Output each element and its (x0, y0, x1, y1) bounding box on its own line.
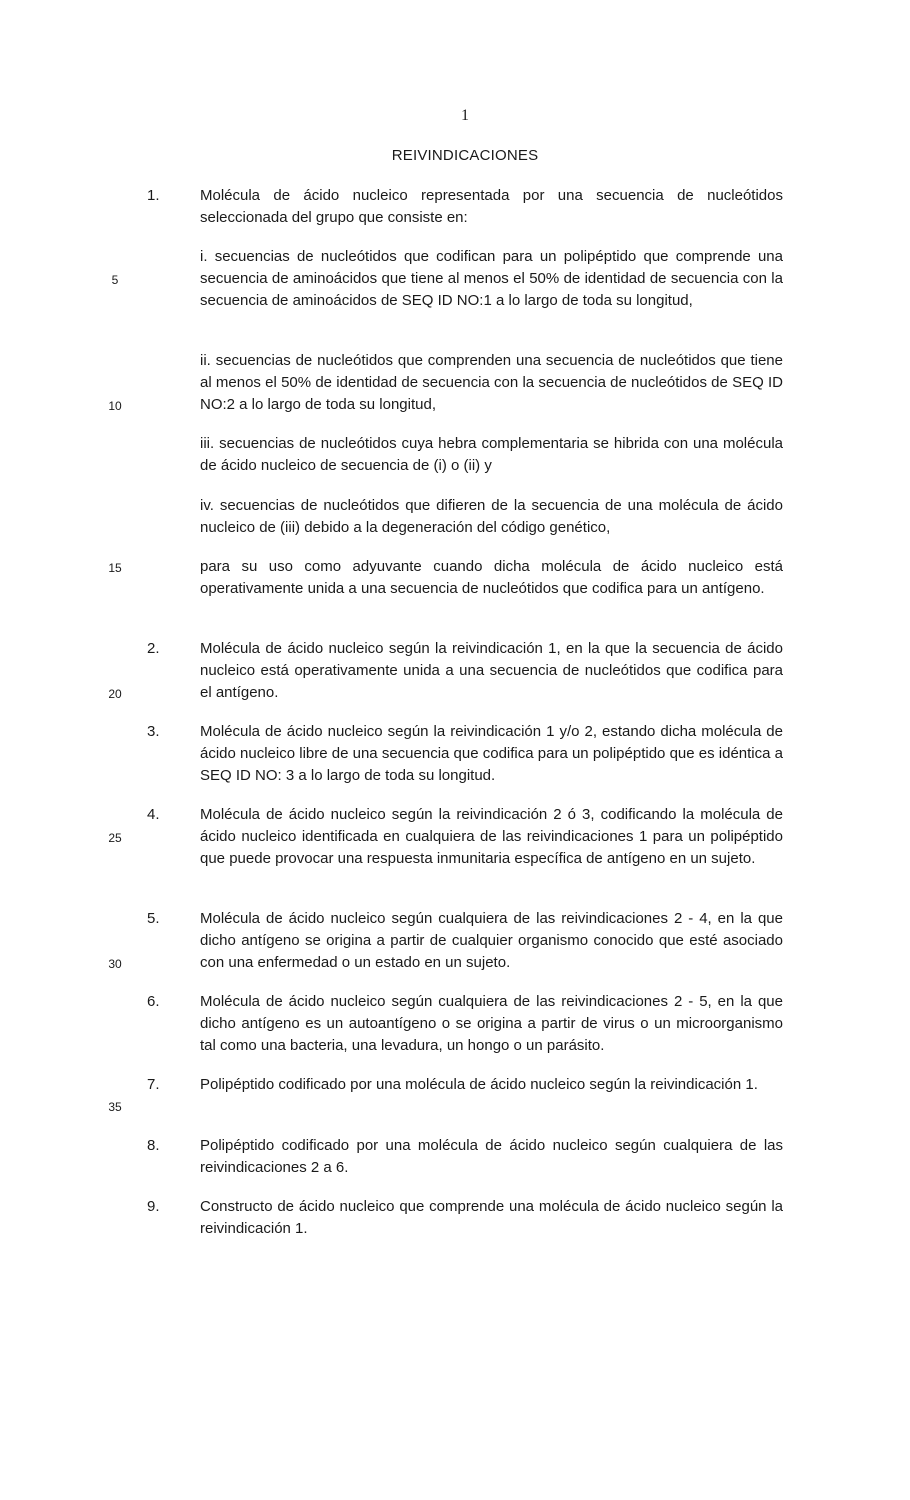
claim-1-item-ii: ii. secuencias de nucleótidos que comprenden una secuencia de nucleótidos que tiene al menos el 50% de identidad de secuencia con la secuencia de nucleótidos de SEQ ID NO:2 a lo largo de toda su longitud, (200, 352, 783, 413)
claim-2-text: Molécula de ácido nucleico según la reivindicación 1, en la que la secuencia de ácido nucleico está operativamente unida a una secuencia de nucleótidos que codifica para el antígeno. (200, 640, 783, 701)
page-number: 1 (461, 107, 469, 124)
line-number-5: 5 (111, 273, 119, 287)
claim-1-item-iii: iii. secuencias de nucleótidos cuya hebra complementaria se hibrida con una molécula de ácido nucleico de secuencia de (i) o (ii) y (200, 435, 783, 474)
line-number-15: 15 (108, 561, 122, 575)
claim-1-use: para su uso como adyuvante cuando dicha molécula de ácido nucleico está operativamente unida a una secuencia de nucleótidos que codifica para un antígeno. (200, 558, 783, 597)
line-number-10: 10 (108, 399, 122, 413)
claim-3-number: 3. (147, 723, 160, 740)
claim-5-text: Molécula de ácido nucleico según cualquiera de las reivindicaciones 2 - 4, en la que dicho antígeno se origina a partir de cualquier organismo conocido que esté asociado con una enfermedad o un estado en un sujeto. (200, 910, 783, 971)
claim-1-intro: Molécula de ácido nucleico representada por una secuencia de nucleótidos seleccionada del grupo que consiste en: (200, 187, 783, 226)
line-number-30: 30 (108, 957, 122, 971)
claim-3-text: Molécula de ácido nucleico según la reivindicación 1 y/o 2, estando dicha molécula de ácido nucleico libre de una secuencia que codifica para un polipéptido que es idéntica a SEQ ID NO: 3 a lo largo de toda su longitud. (200, 723, 783, 784)
claim-6-number: 6. (147, 993, 160, 1010)
claim-8-number: 8. (147, 1137, 160, 1154)
claim-1-item-iv: iv. secuencias de nucleótidos que difieren de la secuencia de una molécula de ácido nucleico de (iii) debido a la degeneración del código genético, (200, 497, 783, 536)
line-number-25: 25 (108, 831, 122, 845)
line-number-20: 20 (108, 687, 122, 701)
claim-7-text: Polipéptido codificado por una molécula de ácido nucleico según la reivindicación 1. (200, 1076, 758, 1093)
line-number-35: 35 (108, 1100, 122, 1114)
claim-7-number: 7. (147, 1076, 160, 1093)
claim-9-text: Constructo de ácido nucleico que comprende una molécula de ácido nucleico según la reivindicación 1. (200, 1198, 783, 1237)
claim-4-number: 4. (147, 806, 160, 823)
claim-6-text: Molécula de ácido nucleico según cualquiera de las reivindicaciones 2 - 5, en la que dicho antígeno es un autoantígeno o se origina a partir de virus o un microorganismo tal como una bacteria, una levadura, un hongo o un parásito. (200, 993, 783, 1054)
claim-1-number: 1. (147, 187, 160, 204)
claim-1-item-i: i. secuencias de nucleótidos que codifican para un polipéptido que comprende una secuencia de aminoácidos que tiene al menos el 50% de identidad de secuencia con la secuencia de aminoácidos de SEQ ID NO:1 a lo largo de toda su longitud, (200, 248, 783, 309)
claim-4-text: Molécula de ácido nucleico según la reivindicación 2 ó 3, codificando la molécula de ácido nucleico identificada en cualquiera de las reivindicaciones 1 para un polipéptido que puede provocar una respuesta inmunitaria específica de antígeno en un sujeto. (200, 806, 783, 867)
claim-8-text: Polipéptido codificado por una molécula de ácido nucleico según cualquiera de las reivindicaciones 2 a 6. (200, 1137, 783, 1176)
claim-2-number: 2. (147, 640, 160, 657)
claim-5-number: 5. (147, 910, 160, 927)
claim-9-number: 9. (147, 1198, 160, 1215)
page-title: REIVINDICACIONES (391, 147, 539, 164)
